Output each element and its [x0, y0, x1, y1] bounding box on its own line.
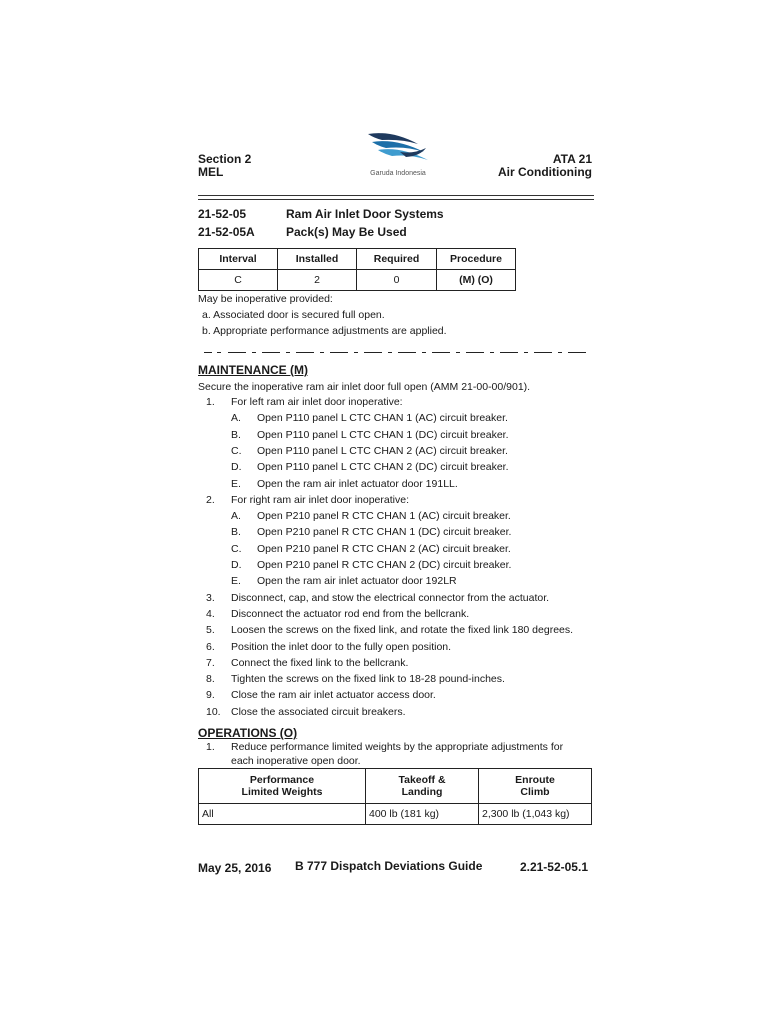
table-header-row	[199, 249, 516, 270]
section-label: Section 2	[198, 152, 252, 166]
table-cell: All	[199, 804, 366, 825]
step-text: Loosen the screws on the fixed link, and rotate the fixed link 180 degrees.	[231, 624, 574, 637]
step-number: 2.	[206, 493, 215, 506]
step-number: 4.	[206, 607, 215, 620]
step-text: Connect the fixed link to the bellcrank.	[231, 656, 409, 669]
step-text: Tighten the screws on the fixed link to 18-28 pound-inches.	[231, 673, 505, 686]
step-text: Position the inlet door to the fully open position.	[231, 640, 452, 653]
table-cell: (M) (O)	[437, 270, 516, 291]
item-code: 21-52-05A	[198, 225, 255, 239]
table-cell: 400 lb (181 kg)	[366, 804, 479, 825]
step-text: Reduce performance limited weights by the appropriate adjustments for	[231, 741, 564, 753]
step-text: For left ram air inlet door inoperative:	[231, 396, 403, 408]
item-title: Ram Air Inlet Door Systems	[286, 207, 444, 221]
step-text: each inoperative open door.	[231, 755, 361, 767]
header-line: Takeoff &	[398, 774, 446, 786]
interval-table	[198, 248, 516, 291]
header-line: Climb	[520, 786, 550, 798]
header-line: Enroute	[515, 774, 555, 786]
step-text: Open P210 panel R CTC CHAN 1 (AC) circuit breaker.	[257, 510, 511, 523]
footer-page: 2.21-52-05.1	[519, 860, 588, 874]
table-cell: C	[199, 270, 278, 291]
step-number: 6.	[206, 640, 215, 653]
step-number: C.	[231, 542, 242, 555]
step-text: Close the associated circuit breakers.	[231, 705, 406, 718]
step-text: Close the ram air inlet actuator access door.	[231, 689, 436, 702]
header-rule-bottom	[198, 199, 594, 200]
table-header-cell: Procedure	[437, 249, 516, 270]
maintenance-intro: Secure the inoperative ram air inlet door full open (AMM 21-00-00/901).	[198, 381, 531, 393]
ata-sub-label: Air Conditioning	[498, 165, 592, 179]
header-line: Performance	[249, 774, 315, 786]
step-number: D.	[231, 461, 242, 474]
table-header-cell	[199, 769, 366, 804]
table-header-cell	[479, 769, 592, 804]
step-text: Open P110 panel L CTC CHAN 2 (DC) circuit breaker.	[257, 461, 509, 474]
step-number: C.	[231, 444, 242, 457]
step-number: 1.	[206, 396, 215, 408]
header-line: Limited Weights	[241, 786, 323, 798]
step-text: Open P210 panel R CTC CHAN 1 (DC) circuit breaker.	[257, 526, 512, 539]
footer-title: B 777 Dispatch Deviations Guide	[295, 859, 483, 873]
step-number: B.	[231, 526, 241, 539]
logo-text: Garuda Indonesia	[370, 170, 426, 177]
performance-table	[198, 768, 592, 825]
table-cell: 2	[278, 270, 357, 291]
table-cell: 0	[357, 270, 437, 291]
proviso-item: a. Associated door is secured full open.	[202, 309, 385, 321]
step-number: 9.	[206, 689, 215, 702]
header-line: Landing	[401, 786, 443, 798]
step-number: A.	[231, 510, 241, 523]
garuda-logo	[362, 130, 434, 176]
table-cell: 2,300 lb (1,043 kg)	[479, 804, 592, 825]
table-header-cell: Interval	[199, 249, 278, 270]
step-text: Open P110 panel L CTC CHAN 1 (DC) circuit breaker.	[257, 428, 509, 441]
step-text: For right ram air inlet door inoperative:	[231, 493, 409, 506]
step-text: Open P210 panel R CTC CHAN 2 (DC) circuit breaker.	[257, 559, 512, 571]
header-rule-top	[198, 195, 594, 196]
step-text: Open the ram air inlet actuator door 191LL.	[257, 477, 458, 490]
item-title: Pack(s) May Be Used	[286, 225, 407, 239]
step-number: E.	[231, 477, 241, 490]
table-header-cell: Required	[357, 249, 437, 270]
maintenance-heading-text: MAINTENANCE (M)	[198, 363, 308, 377]
ata-label: ATA 21	[552, 152, 592, 166]
step-number: E.	[231, 575, 241, 588]
step-number: A.	[231, 412, 241, 425]
step-number: 3.	[206, 591, 215, 604]
step-number: 8.	[206, 673, 215, 686]
step-number: B.	[231, 428, 241, 441]
step-number: 10.	[206, 705, 221, 718]
step-number: 7.	[206, 656, 215, 669]
operations-heading	[198, 724, 297, 742]
operations-heading-text: OPERATIONS (O)	[198, 726, 298, 740]
step-text: Disconnect the actuator rod end from the bellcrank.	[231, 607, 470, 620]
step-text: Open P210 panel R CTC CHAN 2 (AC) circuit breaker.	[257, 542, 511, 555]
table-header-cell	[366, 769, 479, 804]
section-sub-label: MEL	[198, 165, 224, 179]
step-number: 5.	[206, 624, 215, 637]
proviso-item: b. Appropriate performance adjustments are applied.	[202, 325, 447, 337]
table-row	[199, 270, 516, 291]
step-text: Open P110 panel L CTC CHAN 2 (AC) circuit breaker.	[257, 444, 508, 457]
maintenance-heading	[198, 361, 308, 379]
step-text: Open P110 panel L CTC CHAN 1 (AC) circuit breaker.	[257, 412, 508, 425]
step-text: Disconnect, cap, and stow the electrical connector from the actuator.	[231, 591, 550, 604]
step-number: D.	[231, 559, 242, 571]
item-code: 21-52-05	[198, 207, 247, 221]
garuda-bird-icon	[362, 130, 434, 164]
step-text: Open the ram air inlet actuator door 192LR	[257, 575, 457, 588]
table-row	[199, 804, 592, 825]
table-header-cell: Installed	[278, 249, 357, 270]
step-number: 1.	[206, 741, 215, 753]
table-header-row	[199, 769, 592, 804]
footer-date: May 25, 2016	[198, 861, 272, 875]
proviso-intro: May be inoperative provided:	[198, 293, 333, 305]
